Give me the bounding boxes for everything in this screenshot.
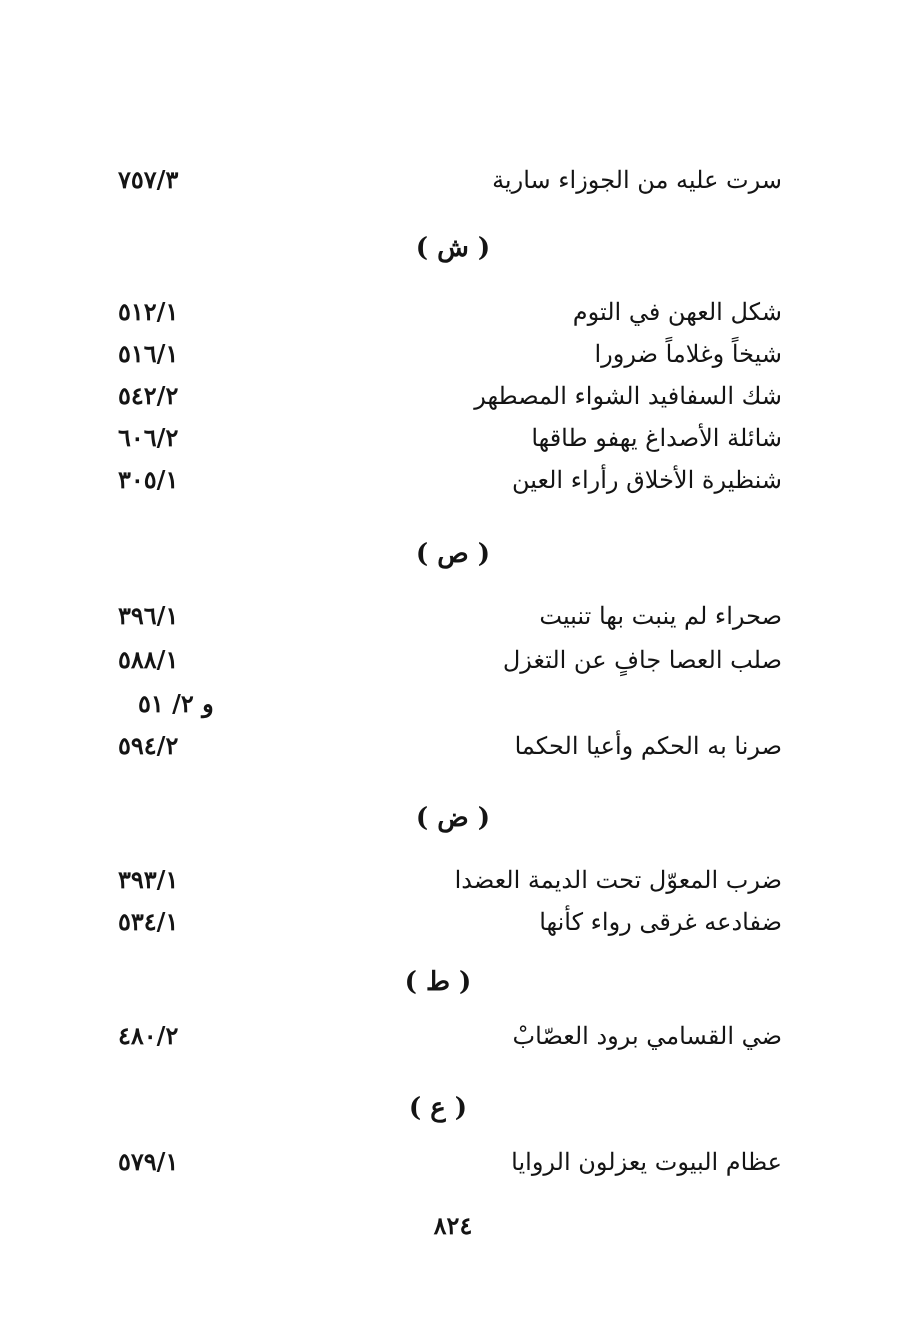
verse-text: شك السفافيد الشواء المصطهر <box>474 382 782 410</box>
index-entry-continuation <box>0 684 906 724</box>
verse-text: ضي القسامي برود العصّابْ <box>512 1022 782 1050</box>
index-entry <box>0 640 906 680</box>
index-entry <box>0 726 906 766</box>
verse-text: عظام البيوت يعزلون الروايا <box>511 1148 782 1176</box>
verse-text: سرت عليه من الجوزاء سارية <box>492 166 782 194</box>
volume-page-ref: ٥٧٩/١ <box>118 1147 179 1176</box>
volume-page-ref: ٦٠٦/٢ <box>118 423 179 452</box>
index-entry <box>0 334 906 374</box>
verse-text: شيخاً وغلاماً ضرورا <box>594 340 782 368</box>
volume-page-ref: ٣٩٦/١ <box>118 601 179 630</box>
volume-page-ref: و ٢/ ٥١ <box>138 689 214 718</box>
verse-text: شكل العهن في التوم <box>572 298 782 326</box>
index-entry <box>0 418 906 458</box>
verse-text: شائلة الأصداغ يهفو طاقها <box>531 424 782 452</box>
index-entry <box>0 860 906 900</box>
section-header-ain: ( ع ) <box>408 1093 468 1123</box>
volume-page-ref: ٣٠٥/١ <box>118 465 179 494</box>
section-header-dad: ( ض ) <box>415 803 491 833</box>
volume-page-ref: ٥٤٢/٢ <box>118 381 179 410</box>
volume-page-ref: ٧٥٧/٣ <box>118 165 179 194</box>
page-number: ٨٢٤ <box>433 1211 473 1240</box>
verse-text: صلب العصا جافٍ عن التغزل <box>502 646 782 674</box>
index-entry <box>0 902 906 942</box>
verse-text: ضرب المعوّل تحت الديمة العضدا <box>454 866 782 894</box>
section-header-sad: ( ص ) <box>415 539 491 569</box>
index-entry <box>0 292 906 332</box>
volume-page-ref: ٥١٢/١ <box>118 297 179 326</box>
index-entry <box>0 376 906 416</box>
volume-page-ref: ٥١٦/١ <box>118 339 179 368</box>
index-entry <box>0 460 906 500</box>
verse-text: ضفادعه غرقى رواء كأنها <box>539 908 782 936</box>
index-entry <box>0 596 906 636</box>
volume-page-ref: ٣٩٣/١ <box>118 865 179 894</box>
index-entry <box>0 160 906 200</box>
section-header-sheen: ( ش ) <box>415 233 491 263</box>
volume-page-ref: ٤٨٠/٢ <box>118 1021 179 1050</box>
volume-page-ref: ٥٣٤/١ <box>118 907 179 936</box>
section-header-tah: ( ط ) <box>404 967 472 997</box>
volume-page-ref: ٥٩٤/٢ <box>118 731 179 760</box>
volume-page-ref: ٥٨٨/١ <box>118 645 179 674</box>
verse-text: صحراء لم ينبت بها تنبيت <box>539 602 782 630</box>
verse-text: صرنا به الحكم وأعيا الحكما <box>514 732 782 760</box>
verse-text: شنظيرة الأخلاق رأراء العين <box>512 466 782 494</box>
index-entry <box>0 1142 906 1182</box>
index-entry <box>0 1016 906 1056</box>
